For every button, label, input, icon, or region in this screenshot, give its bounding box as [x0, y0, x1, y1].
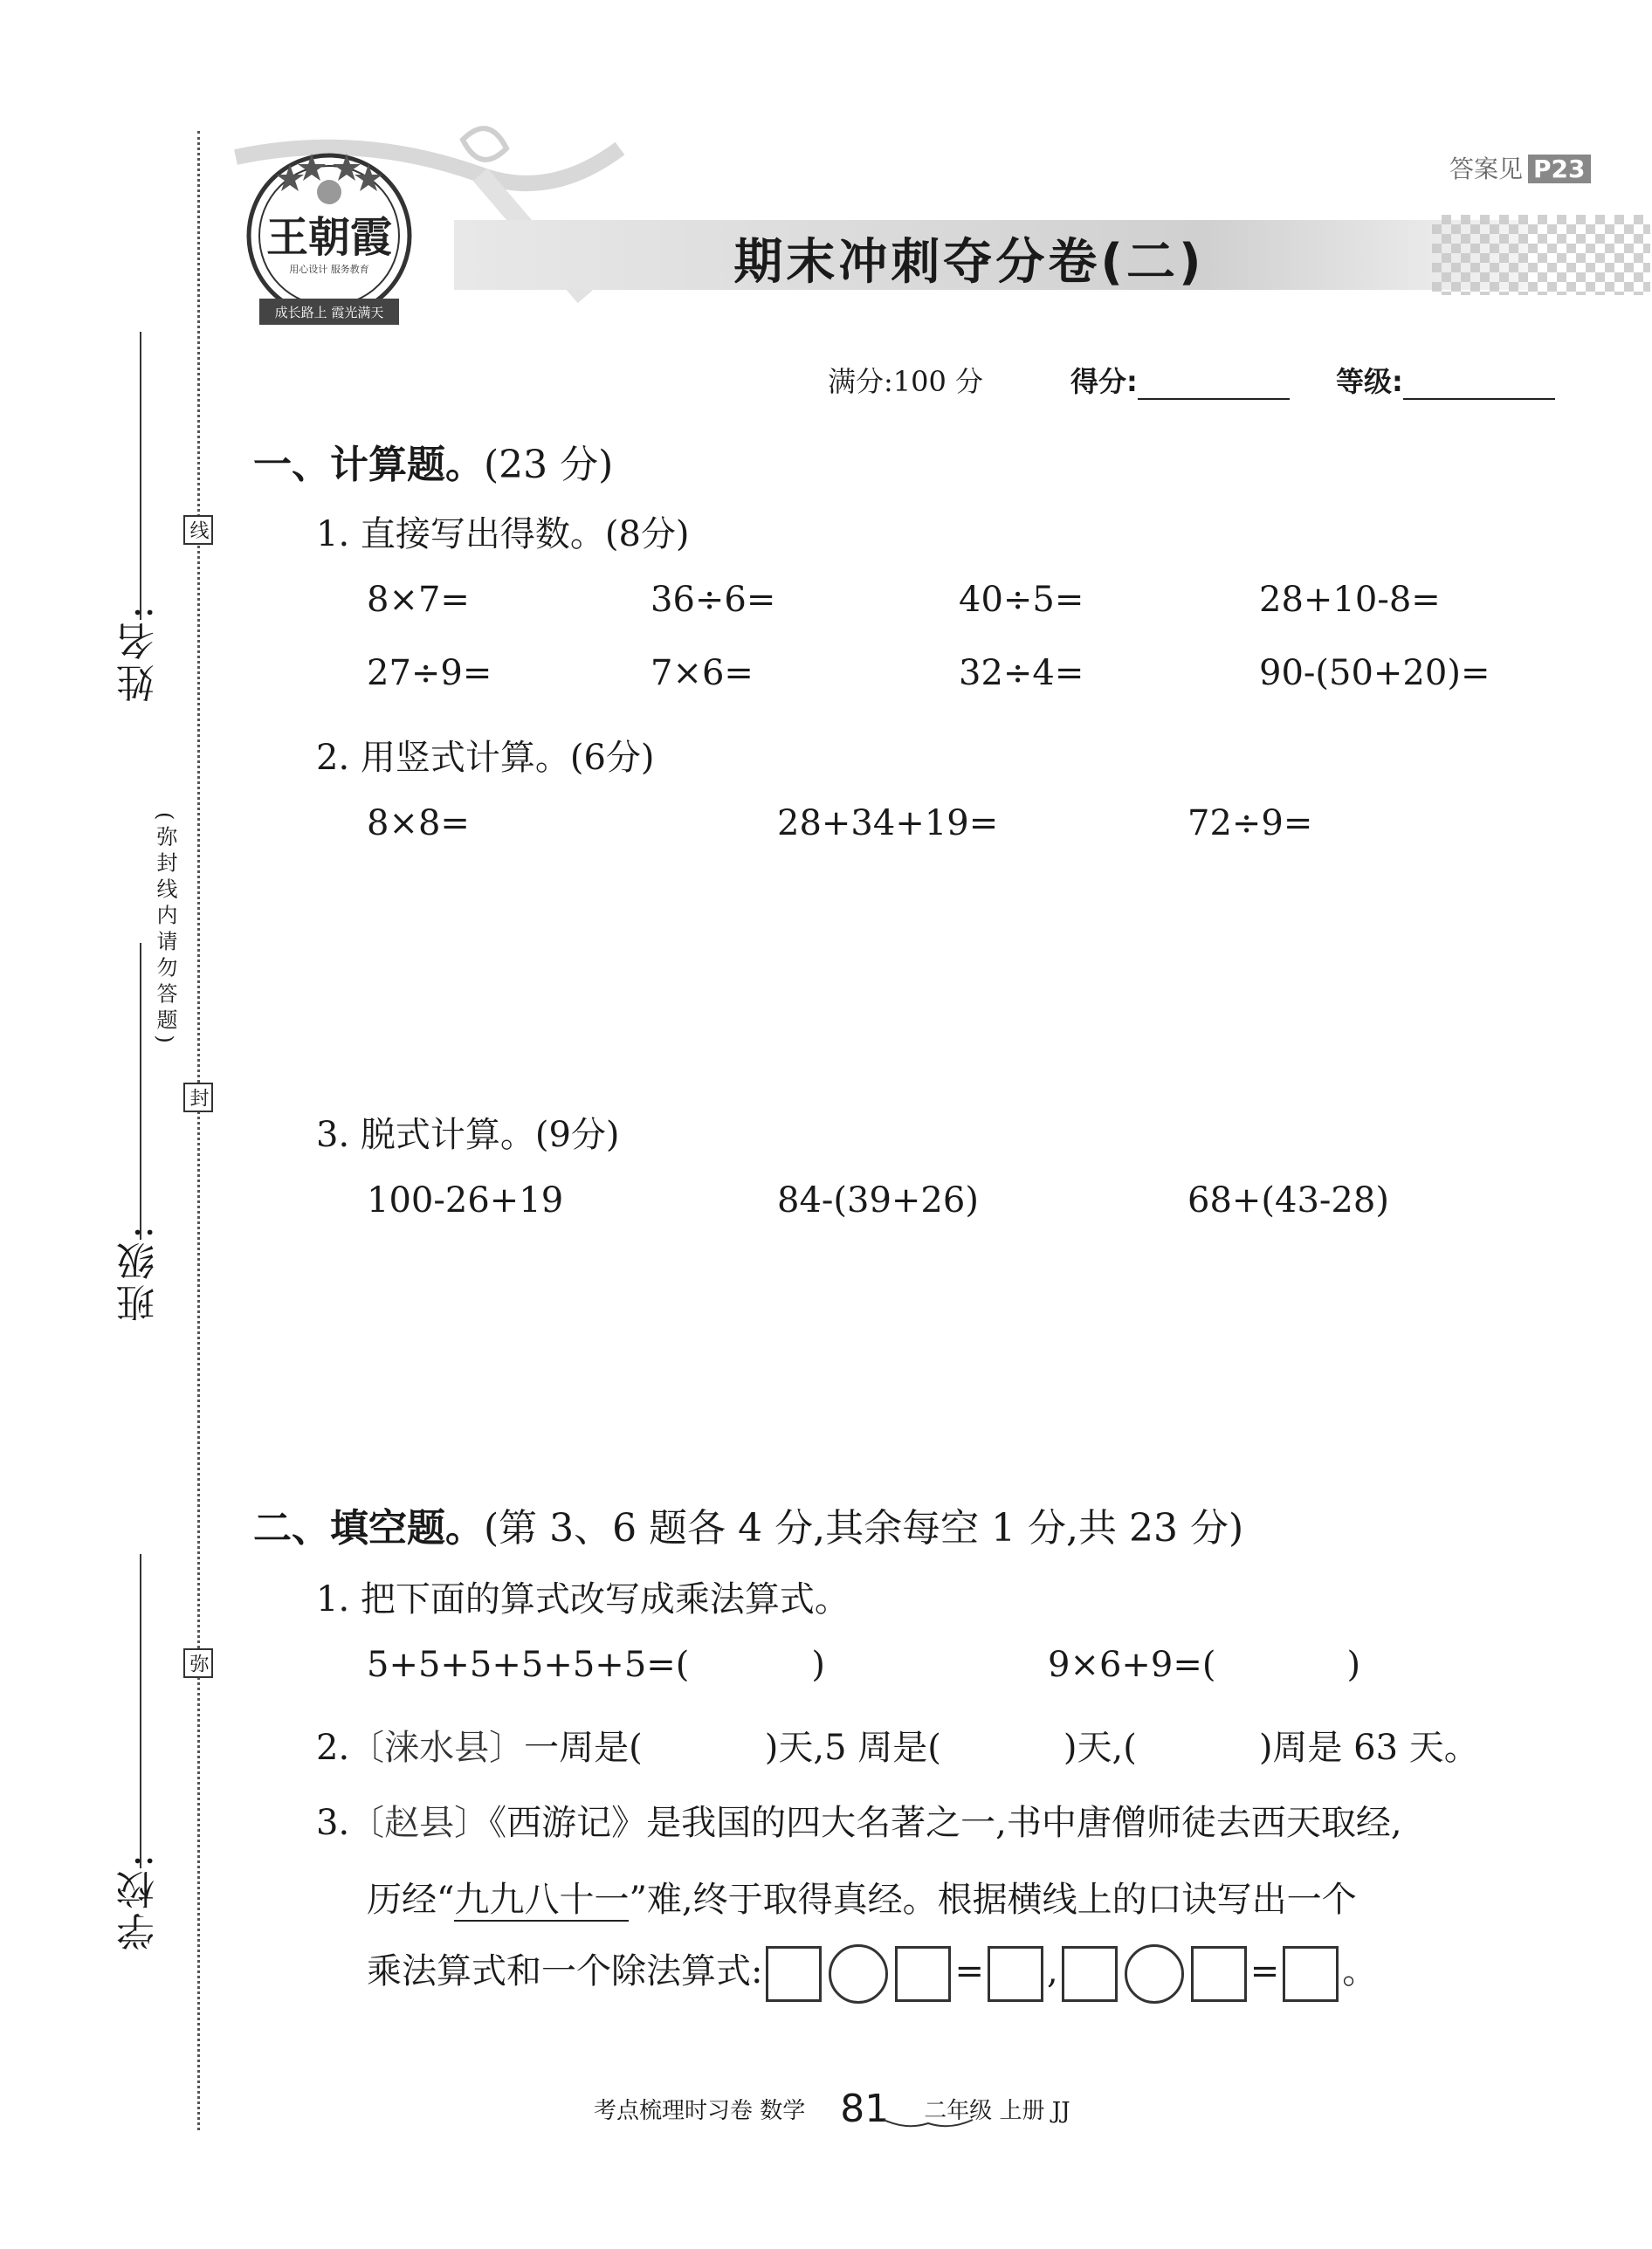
region-tag: 〔赵县〕	[349, 1803, 490, 1843]
answer-box[interactable]	[1191, 1946, 1247, 2002]
section2-heading: 二、填空题。(第 3、6 题各 4 分,其余每空 1 分,共 23 分)	[253, 1506, 1244, 1551]
checker-pattern	[1432, 215, 1650, 295]
name-label: 姓名:	[117, 602, 162, 703]
footer-book: 考点梳理时习卷 数学	[594, 2098, 806, 2124]
s2-q1-label: 1. 把下面的算式改写成乘法算式。	[316, 1579, 850, 1620]
full-score: 满分:100 分	[828, 365, 984, 398]
svg-text:用心设计 服务教育: 用心设计 服务教育	[289, 264, 369, 275]
seal-mark-feng: 封	[183, 1083, 213, 1112]
answer-reference	[1449, 150, 1591, 185]
score-label: 得分:	[1070, 365, 1138, 398]
seal-mark-line: 线	[183, 515, 213, 545]
score-blank[interactable]	[1138, 398, 1290, 400]
school-label: 学校:	[117, 1851, 162, 1951]
s2-q3-line3: 乘法算式和一个除法算式: = , = 。	[367, 1943, 1377, 2004]
s1-q2-item: 8×8=	[367, 803, 470, 843]
s1-q1-item: 27÷9=	[367, 653, 492, 693]
publisher-logo	[229, 140, 430, 340]
footer	[594, 2083, 1070, 2131]
s1-q1-item: 7×6=	[650, 653, 754, 693]
region-tag: 〔涞水县〕	[349, 1728, 525, 1768]
s2-q2: 2.〔涞水县〕一周是( )天,5 周是( )天,( )周是 63 天。	[316, 1728, 1479, 1768]
operator-circle[interactable]	[829, 1944, 888, 2004]
operator-circle[interactable]	[1125, 1944, 1184, 2004]
s2-q1-expr1: 5+5+5+5+5+5=( )	[367, 1645, 826, 1685]
footer-grade: 二年级 上册 JJ	[924, 2098, 1070, 2124]
s1-q2-label: 2. 用竖式计算。(6分)	[316, 738, 655, 778]
binding-dotted-line	[197, 131, 200, 2130]
s1-q1-item: 32÷4=	[959, 653, 1084, 693]
answer-box[interactable]	[895, 1946, 951, 2002]
class-line	[140, 943, 141, 1240]
underlined-rhyme: 九九八十一	[454, 1880, 630, 1920]
score-field	[1070, 360, 1290, 400]
answer-box[interactable]	[766, 1946, 822, 2002]
s1-q3-item: 84-(39+26)	[777, 1180, 979, 1221]
s1-q2-item: 28+34+19=	[777, 803, 999, 843]
svg-text:王朝霞: 王朝霞	[265, 213, 393, 262]
class-label: 班级:	[117, 1222, 162, 1323]
answer-box[interactable]	[988, 1946, 1043, 2002]
seal-mark-mi: 弥	[183, 1648, 213, 1678]
s1-q2-item: 72÷9=	[1187, 803, 1313, 843]
page-number: 81	[840, 2087, 890, 2131]
s1-q1-item: 8×7=	[367, 580, 470, 620]
s1-q3-item: 100-26+19	[367, 1180, 564, 1221]
s2-q1-expr2: 9×6+9=( )	[1048, 1645, 1361, 1685]
grade-field	[1336, 360, 1555, 400]
section1-heading: 一、计算题。(23 分)	[253, 443, 614, 487]
name-line	[140, 332, 141, 620]
answer-ref-label: 答案见	[1449, 155, 1524, 183]
s1-q1-label: 1. 直接写出得数。(8分)	[316, 514, 690, 554]
page-title: 期末冲刺夺分卷(二)	[733, 234, 1205, 291]
grade-label: 等级:	[1336, 365, 1403, 398]
answer-box[interactable]	[1283, 1946, 1339, 2002]
s2-q3-line1: 3.〔赵县〕《西游记》是我国的四大名著之一,书中唐僧师徒去西天取经,	[316, 1803, 1402, 1843]
s1-q3-item: 68+(43-28)	[1187, 1180, 1389, 1221]
s1-q1-item: 28+10-8=	[1259, 580, 1441, 620]
s1-q1-item: 36÷6=	[650, 580, 776, 620]
s1-q1-item: 40÷5=	[959, 580, 1084, 620]
grade-blank[interactable]	[1403, 398, 1555, 400]
book-page-icon	[880, 2116, 976, 2134]
svg-text:成长路上 霞光满天: 成长路上 霞光满天	[274, 305, 384, 320]
s1-q3-label: 3. 脱式计算。(9分)	[316, 1115, 620, 1155]
s1-q1-item: 90-(50+20)=	[1259, 653, 1490, 693]
s2-q3-line2: 历经“九九八十一”难,终于取得真经。根据横线上的口诀写出一个	[367, 1880, 1357, 1920]
answer-box[interactable]	[1062, 1946, 1118, 2002]
no-answer-note: (弥封线内请勿答题)	[153, 812, 177, 1049]
school-line	[140, 1554, 141, 1868]
answer-ref-page: P23	[1528, 155, 1591, 183]
